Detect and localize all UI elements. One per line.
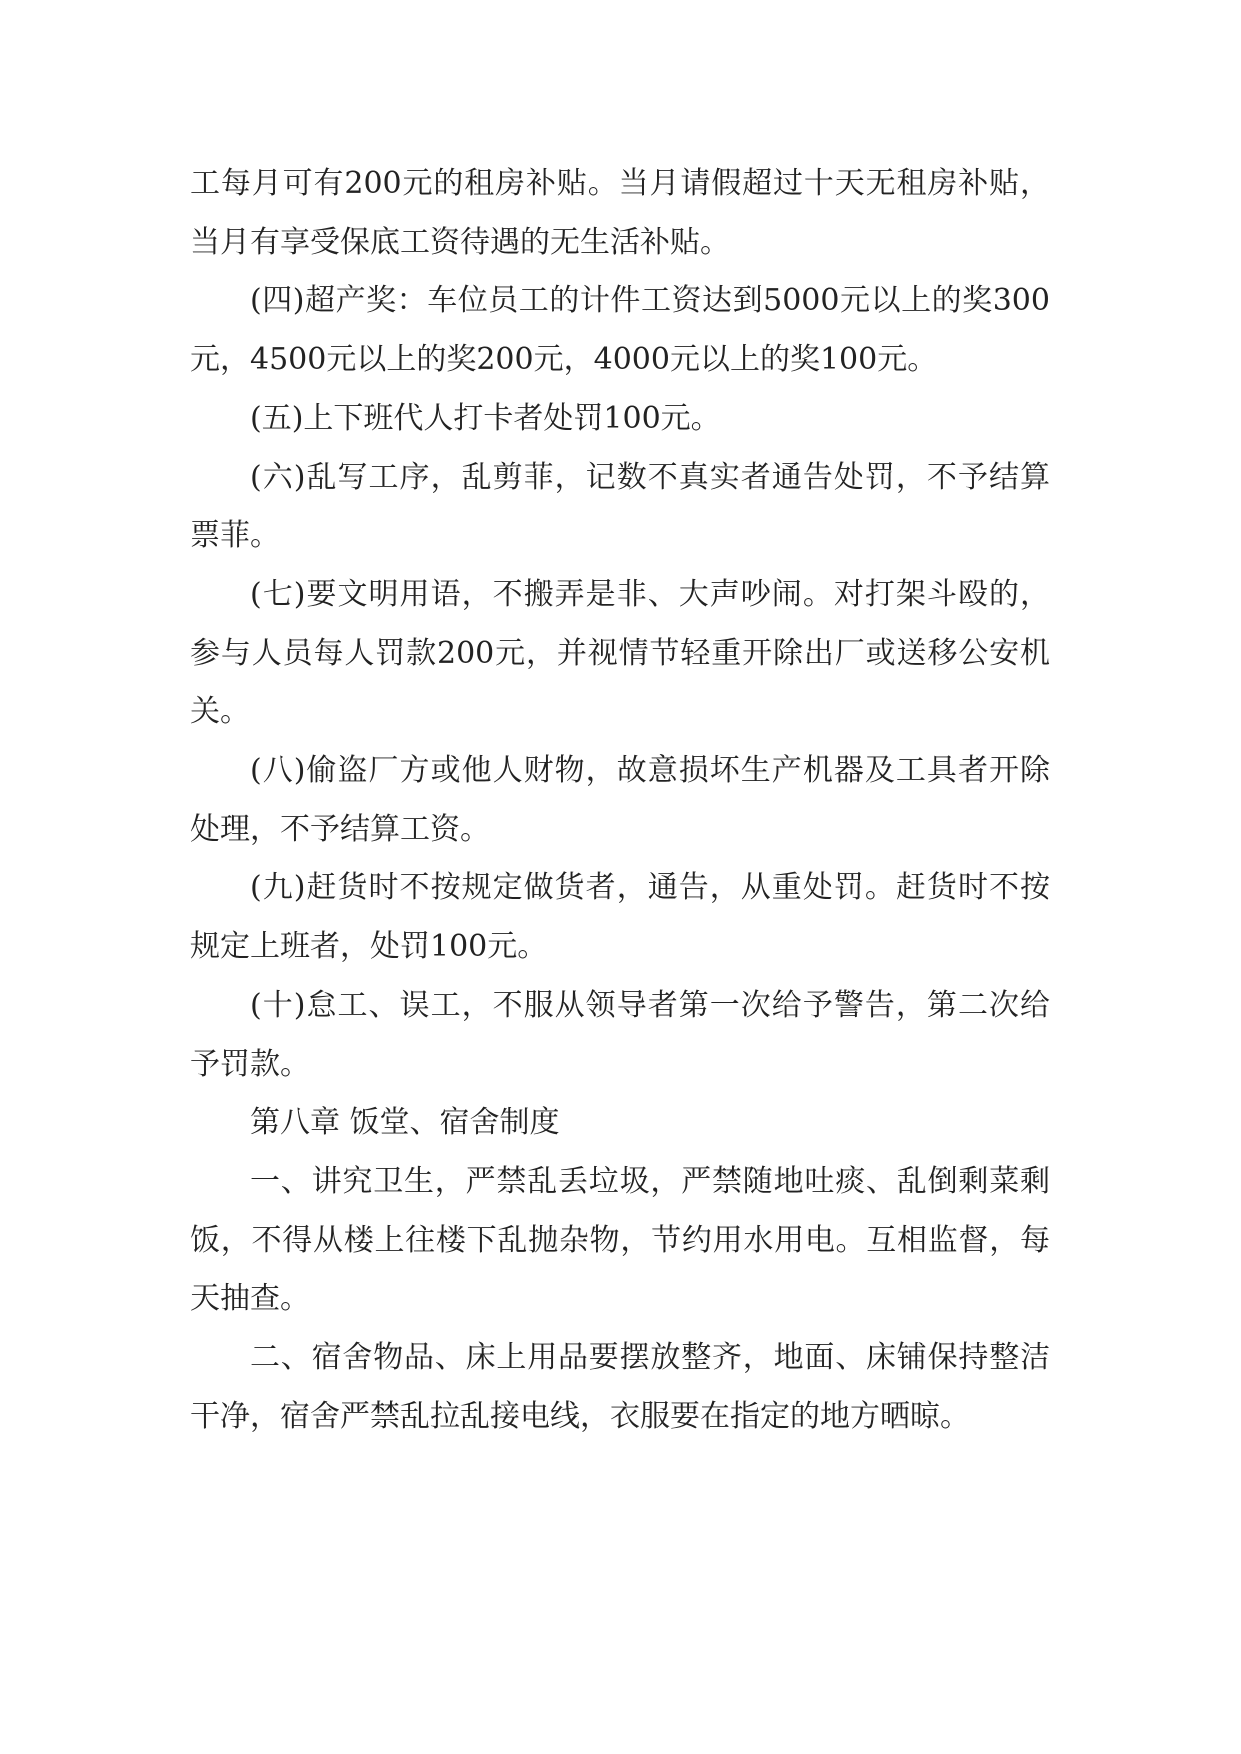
paragraph-rent-subsidy: 工每月可有200元的租房补贴。当月请假超过十天无租房补贴，当月有享受保底工资待遇的无生活补贴。 — [190, 166, 1050, 260]
paragraph-slacking: (十)怠工、误工，不服从领导者第一次给予警告，第二次给予罚款。 — [190, 987, 1050, 1082]
paragraph-theft: (八)偷盗厂方或他人财物，故意损坏生产机器及工具者开除处理，不予结算工资。 — [190, 753, 1050, 847]
chapter-heading: 第八章 饭堂、宿舍制度 — [250, 1105, 560, 1141]
document-page — [190, 155, 1050, 1446]
paragraph-civil-language: (七)要文明用语，不搬弄是非、大声吵闹。对打架斗殴的，参与人员每人罚款200元，并视情节轻重开除出厂或送移公安机关。 — [190, 576, 1050, 730]
paragraph-overproduction-bonus: (四)超产奖：车位员工的计件工资达到5000元以上的奖300元，4500元以上的奖200元，4000元以上的奖100元。 — [190, 283, 1050, 378]
paragraph-rush-orders: (九)赶货时不按规定做货者，通告，从重处罚。赶货时不按规定上班者，处罚100元。 — [190, 870, 1050, 965]
paragraph-dormitory: 二、宿舍物品、床上用品要摆放整齐，地面、床铺保持整洁干净，宿舍严禁乱拉乱接电线，衣服要在指定的地方晒晾。 — [190, 1340, 1050, 1434]
paragraph-proxy-clock-in: (五)上下班代人打卡者处罚100元。 — [250, 400, 721, 436]
paragraph-hygiene: 一、讲究卫生，严禁乱丢垃圾，严禁随地吐痰、乱倒剩菜剩饭，不得从楼上往楼下乱抛杂物，节约用水用电。互相监督，每天抽查。 — [190, 1163, 1050, 1317]
paragraph-false-records: (六)乱写工序，乱剪菲，记数不真实者通告处罚，不予结算票菲。 — [190, 459, 1050, 554]
